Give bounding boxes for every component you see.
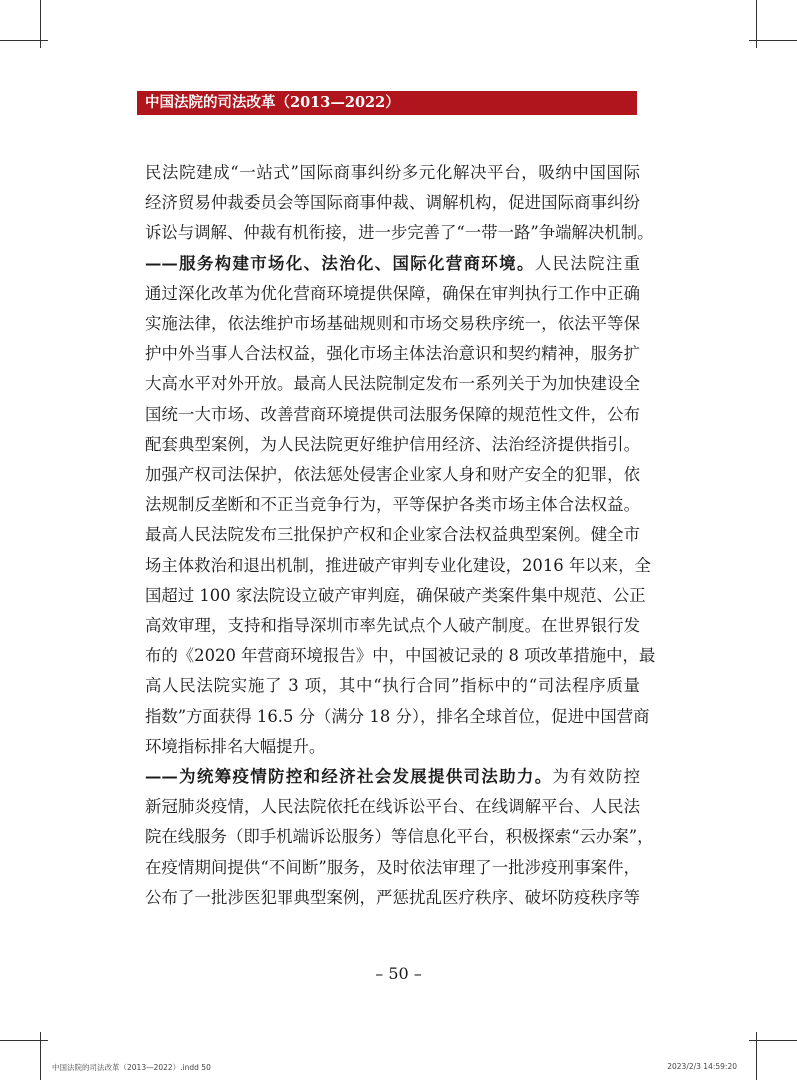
text-line: 配套典型案例，为人民法院更好维护信用经济、法治经济提供指引。	[145, 434, 640, 454]
paragraph-lead-line	[145, 249, 640, 279]
text-run: 为有效防控	[552, 767, 641, 787]
text-line: 环境指标排名大幅提升。	[145, 736, 326, 756]
text-line: 在疫情期间提供“不间断”服务，及时依法审理了一批涉疫刑事案件，	[145, 857, 640, 877]
text-line: 公布了一批涉医犯罪典型案例，严惩扰乱医疗秩序、破坏防疫秩序等	[145, 887, 640, 907]
text-line: 诉讼与调解、仲裁有机衔接，进一步完善了“一带一路”争端解决机制。	[145, 223, 654, 243]
crop-mark	[0, 40, 48, 41]
page-number: – 50 –	[375, 964, 422, 983]
text-line: 高效审理，支持和指导深圳市率先试点个人破产制度。在世界银行发	[145, 616, 640, 636]
text-line: 布的《2020 年营商环境报告》中，中国被记录的 8 项改革措施中，最	[145, 646, 656, 666]
paragraph-lead: ——为统筹疫情防控和经济社会发展提供司法助力。	[145, 767, 553, 787]
crop-mark	[749, 1040, 797, 1041]
paragraph-lead-line	[145, 762, 640, 792]
text-line: 国统一大市场、改善营商环境提供司法服务保障的规范性文件，公布	[145, 404, 640, 424]
text-line: 实施法律，依法维护市场基础规则和市场交易秩序统一，依法平等保	[145, 314, 640, 334]
text-line: 经济贸易仲裁委员会等国际商事仲裁、调解机构，促进国际商事纠纷	[145, 193, 640, 213]
text-line: 新冠肺炎疫情，人民法院依托在线诉讼平台、在线调解平台、人民法	[145, 797, 640, 817]
text-line: 最高人民法院发布三批保护产权和企业家合法权益典型案例。健全市	[145, 525, 640, 545]
running-header	[137, 91, 637, 115]
print-slug-timestamp: 2023/2/3 14:59:20	[667, 1062, 737, 1071]
print-slug-file: 中国法院的司法改革（2013—2022）.indd 50	[52, 1063, 211, 1072]
running-header-title: 中国法院的司法改革（2013—2022）	[145, 94, 400, 111]
text-line: 加强产权司法保护，依法惩处侵害企业家人身和财产安全的犯罪，依	[145, 465, 640, 485]
body-text	[145, 158, 656, 913]
text-line: 指数”方面获得 16.5 分（满分 18 分），排名全球首位，促进中国营商	[145, 706, 650, 726]
text-line: 国超过 100 家法院设立破产审判庭，确保破产类案件集中规范、公正	[145, 585, 646, 605]
paragraph-lead: ——服务构建市场化、法治化、国际化营商环境。	[145, 253, 535, 273]
text-line: 民法院建成“一站式”国际商事纠纷多元化解决平台，吸纳中国国际	[145, 163, 640, 182]
text-line: 大高水平对外开放。最高人民法院制定发布一系列关于为加快建设全	[145, 374, 640, 394]
text-line: 高人民法院实施了 3 项，其中“执行合同”指标中的“司法程序质量	[145, 676, 640, 696]
text-line: 场主体救治和退出机制，推进破产审判专业化建设，2016 年以来，全	[145, 555, 651, 575]
crop-mark	[0, 1040, 48, 1041]
text-line: 护中外当事人合法权益，强化市场主体法治意识和契约精神，服务扩	[145, 344, 640, 364]
crop-mark	[749, 40, 797, 41]
text-run: 人民法院注重	[534, 253, 641, 273]
text-line: 院在线服务（即手机端诉讼服务）等信息化平台，积极探索“云办案”，	[145, 827, 654, 847]
text-line: 法规制反垄断和不正当竞争行为，平等保护各类市场主体合法权益。	[145, 495, 640, 515]
text-line: 通过深化改革为优化营商环境提供保障，确保在审判执行工作中正确	[145, 283, 640, 303]
